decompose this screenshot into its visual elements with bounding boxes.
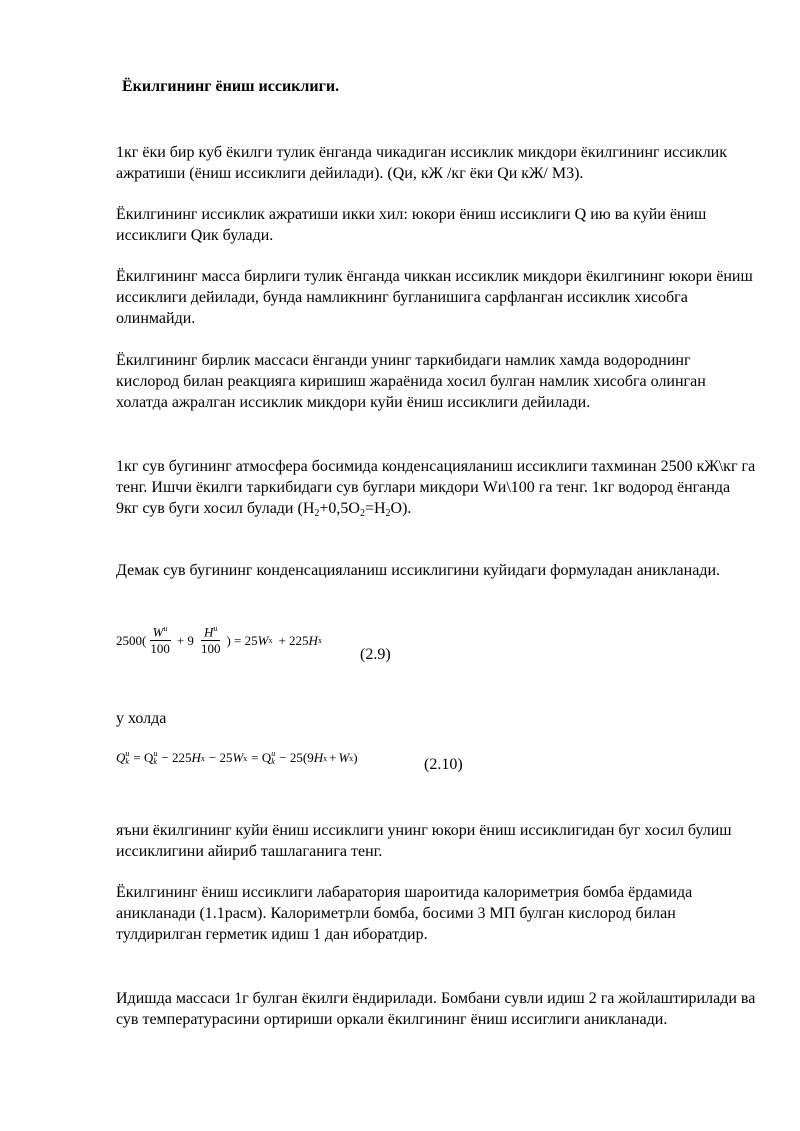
equation-2-10: Q u k = Q u k − 225 H x − 25 W x = Q u k − 25(9 H x + W x ) xyxy=(116,749,358,766)
paragraph-condensation-text: 1кг сув бугининг атмосфера босимида конденсацияланиш иссиклиги тахминан 2500 кЖ\кг га тенг. Ишчи ёкилги таркибидаги сув буглари микдори Wи\100 га тенг. 1кг водород ёнганда 9кг сув буги хосил булади ( xyxy=(116,458,756,517)
paragraph-lower-is-higher-minus: яъни ёкилгининг куйи ёниш иссиклиги унинг юкори ёниш иссиклигидан буг хосил булиш иссиклигини айириб ташлаганига тенг. xyxy=(116,822,732,860)
paragraph-higher-heat: Ёкилгининг масса бирлиги тулик ёнганда чиккан иссиклик микдори ёкилгининг юкори ёниш иссиклиги дейилади, бунда намликнинг бугланишига сарфланган иссиклик хисобга олинмайди. xyxy=(116,268,753,327)
equation-number-2-10: (2.10) xyxy=(424,756,463,773)
paragraph-procedure: Идишда массаси 1г булган ёкилги ёндирилади. Бомбани сувли идиш 2 га жойлаштирилади ва сув температурасини ортириши оркали ёкилгининг ёниш иссиглиги аникланади. xyxy=(116,990,756,1028)
page-title: Ёкилгининг ёниш иссиклиги. xyxy=(122,78,340,95)
paragraph-lower-heat: Ёкилгининг бирлик массаси ёнганди унинг таркибидаги намлик хамда водороднинг кислород билан реакцияга киришиш жараёнида хосил булган намлик хисобга олинган холатда ажралган иссиклик микдори куйи ёниш иссиклиги дейилади. xyxy=(116,352,706,411)
fraction-h: $\frac{H^u}{100}$ xyxy=(200,624,221,657)
paragraph-two-types: Ёкилгининг иссиклик ажратиши икки хил: юкори ёниш иссиклиги Q ию ва куйи ёниш иссиклиги Qик булади. xyxy=(116,206,707,244)
fraction-w: $\frac{W^u}{100}$ xyxy=(150,624,170,657)
equation-number-2-9: (2.9) xyxy=(360,646,391,663)
reaction-formula: H2+0,5O2=H2O). xyxy=(302,500,412,519)
paragraph-formula-intro: Демак сув бугининг конденсацияланиш иссиклигини куйидаги формуладан аникланади. xyxy=(116,562,721,579)
equation-2-9: 2500( $\frac{W^u}{100}$ + 9 $\frac{H^u}{100}$ ) = 25 W x + 225 H x xyxy=(116,624,322,657)
paragraph-condensation xyxy=(116,456,756,524)
paragraph-definition: 1кг ёки бир куб ёкилги тулик ёнганда чикадиган иссиклик микдори ёкилгининг иссиклик ажратиши (ёниш иссиклиги дейилади). (Qи, кЖ /кг ёки Qи кЖ/ М3). xyxy=(116,144,728,182)
paragraph-then: у холда xyxy=(116,710,167,727)
paragraph-calorimeter: Ёкилгининг ёниш иссиклиги лабаратория шароитида калориметрия бомба ёрдамида аникланади (1.1расм). Калориметрли бомба, босими 3 МП булган кислород билан тулдирилган герметик идиш 1 дан иборатдир. xyxy=(116,884,693,943)
